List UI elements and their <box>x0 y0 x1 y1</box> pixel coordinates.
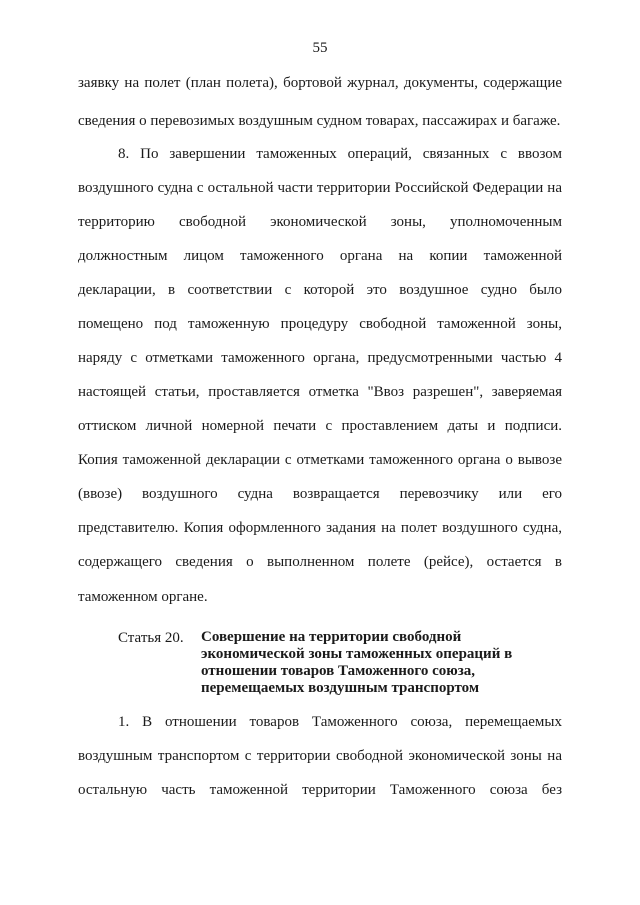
article-title-line: отношении товаров Таможенного союза, <box>201 663 476 679</box>
paragraph-line: 1. В отношении товаров Таможенного союза, перемещаемых <box>118 714 562 730</box>
paragraph-line: представителю. Копия оформленного задания на полет воздушного судна, <box>78 520 562 536</box>
paragraph-line: наряду с отметками таможенного органа, предусмотренными частью 4 <box>78 350 562 366</box>
paragraph-line: заявку на полет (план полета), бортовой журнал, документы, содержащие <box>78 75 562 91</box>
paragraph-line: территорию свободной экономической зоны, уполномоченным <box>78 214 562 230</box>
article-title-line: Совершение на территории свободной <box>201 629 462 645</box>
paragraph-line: воздушного судна с остальной части территории Российской Федерации на <box>78 180 562 196</box>
page-number: 55 <box>312 40 328 56</box>
article-title <box>201 629 541 697</box>
paragraph-line: таможенном органе. <box>78 589 208 605</box>
paragraph-line: содержащего сведения о выполненном полете (рейсе), остается в <box>78 554 562 570</box>
article-title-line: экономической зоны таможенных операций в <box>201 646 513 662</box>
paragraph-line: остальную часть таможенной территории Таможенного союза без <box>78 782 562 798</box>
paragraph-line: воздушным транспортом с территории свободной экономической зоны на <box>78 748 562 764</box>
paragraph-line: декларации, в соответствии с которой это воздушное судно было <box>78 282 562 298</box>
paragraph-line: должностным лицом таможенного органа на копии таможенной <box>78 248 562 264</box>
article-title-line: перемещаемых воздушным транспортом <box>201 680 480 696</box>
paragraph-line: настоящей статьи, проставляется отметка "Ввоз разрешен", заверяемая <box>78 384 562 400</box>
paragraph-line: (ввозе) воздушного судна возвращается перевозчику или его <box>78 486 562 502</box>
paragraph-line: оттиском личной номерной печати с проставлением даты и подписи. <box>78 418 562 434</box>
paragraph-line: Копия таможенной декларации с отметками таможенного органа о вывозе <box>78 452 562 468</box>
paragraph-line: помещено под таможенную процедуру свободной таможенной зоны, <box>78 316 562 332</box>
paragraph-line: 8. По завершении таможенных операций, связанных с ввозом <box>118 146 562 162</box>
article-label: Статья 20. <box>118 630 184 646</box>
paragraph-line: сведения о перевозимых воздушным судном товарах, пассажирах и багаже. <box>78 113 561 129</box>
